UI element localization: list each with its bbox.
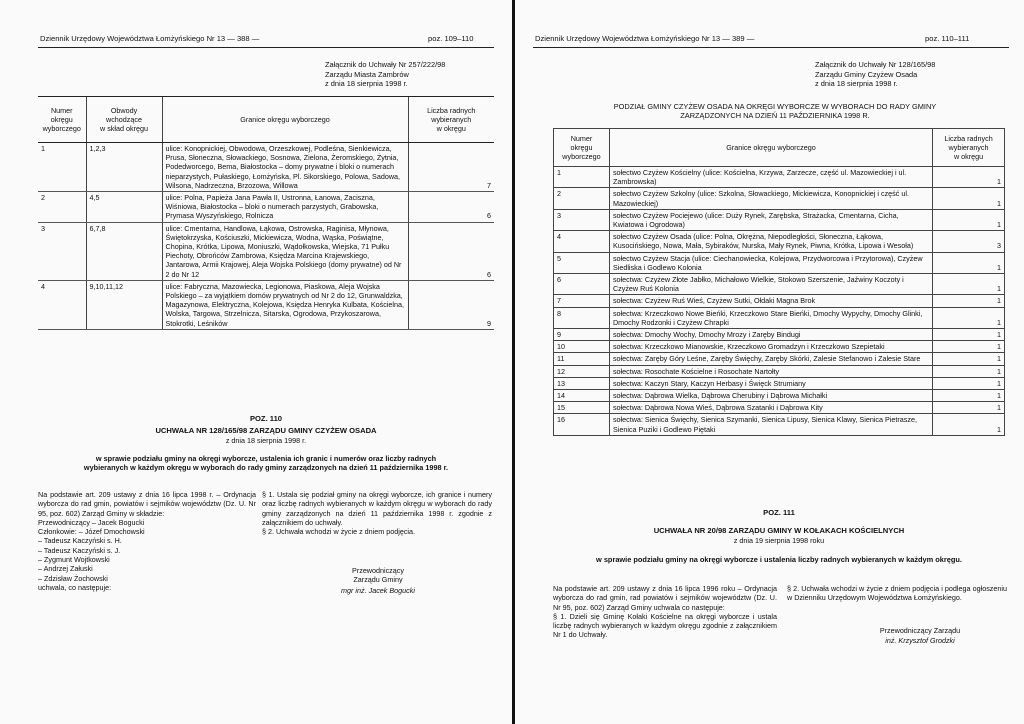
right-page [515, 0, 1024, 724]
right-attachment-note: Załącznik do Uchwały Nr 128/165/98 Zarządu Gminy Czyżew Osada z dnia 18 sierpnia 1998 r. [815, 60, 936, 89]
left-poz-title: POZ. 110 [249, 414, 283, 423]
table-row [38, 192, 494, 223]
left-resolution-subject: w sprawie podziału gminy na okręgi wyborcze, ustalenia ich granic i numerów oraz liczby radnych wybieranych w każdym okręgu w wyborach do rady gminy zarządzonych na dzień 11 października 1998 r. [83, 454, 449, 473]
district-number: 12 [554, 365, 610, 377]
left-header-journal: Dziennik Urzędowy Województwa Łomżyńskiego Nr 13 — 388 — [40, 34, 260, 43]
district-seats: 1 [933, 188, 1005, 209]
district-seats: 3 [933, 231, 1005, 252]
right-district-table [553, 128, 1005, 436]
district-number: 6 [554, 274, 610, 295]
right-resolution-subject: w sprawie podziału gminy na okręgi wyborcze i ustalenia liczby radnych wybieranych w każdym okręgu. [596, 555, 962, 564]
district-borders: sołectwo Czyżew Szkolny (ulice: Szkolna, Słowackiego, Mickiewicza, Konopnickiej i część ul. Mazowieckiej) [609, 188, 932, 209]
district-borders: sołectwo Czyżew Pociejewo (ulice: Duży Rynek, Zarębska, Strażacka, Cmentarna, Cicha, Kwiatowa i Ogrodowa) [609, 209, 932, 230]
left-header-rule [38, 47, 494, 48]
district-number: 9 [554, 329, 610, 341]
table-row [554, 231, 1005, 252]
left-col-header-obwody: Obwody wchodzące w skład okręgu [86, 97, 162, 143]
district-seats: 9 [408, 280, 494, 329]
district-seats: 7 [408, 143, 494, 192]
district-borders: sołectwa: Dmochy Wochy, Dmochy Mrozy i Zaręby Bindugi [609, 329, 932, 341]
district-borders: sołectwa: Czyżew Złote Jabłko, Michałowo Wielkie, Stokowo Szerszenie, Jaźwiny Koczoty i Czyżew Ruś Kolonia [609, 274, 932, 295]
district-number: 3 [554, 209, 610, 230]
district-seats: 1 [933, 341, 1005, 353]
district-seats: 1 [933, 209, 1005, 230]
district-seats: 1 [933, 307, 1005, 328]
left-attachment-note: Załącznik do Uchwały Nr 257/222/98 Zarządu Miasta Zambrów z dnia 18 sierpnia 1998 r. [325, 60, 446, 89]
district-borders: sołectwa: Rosochate Kościelne i Rosochate Nartołty [609, 365, 932, 377]
district-number: 5 [554, 252, 610, 273]
right-resolution-title: UCHWAŁA NR 20/98 ZARZĄDU GMINY W KOŁAKACH KOŚCIELNYCH [653, 526, 905, 535]
district-number: 8 [554, 307, 610, 328]
right-header-journal: Dziennik Urzędowy Województwa Łomżyńskiego Nr 13 — 389 — [535, 34, 755, 43]
table-row [554, 353, 1005, 365]
district-seats: 1 [933, 167, 1005, 188]
right-resolution-paragraphs: § 2. Uchwała wchodzi w życie z dniem podjęcia i podlega ogłoszeniu w Dzienniku Urzędowym Województwa Łomżyńskiego. [787, 584, 1007, 603]
right-col-header-number: Numer okręgu wyborczego [554, 129, 610, 167]
district-number: 13 [554, 377, 610, 389]
table-row [554, 307, 1005, 328]
table-row [554, 274, 1005, 295]
left-col-header-borders: Granice okręgu wyborczego [162, 97, 408, 143]
right-division-title: PODZIAŁ GMINY CZYŻEW OSADA NA OKRĘGI WYBORCZE W WYBORACH DO RADY GMINY ZARZĄDZONYCH NA DZIEŃ 11 PAŹDZIERNIKA 1998 R. [613, 102, 937, 121]
right-table-header-row [554, 129, 1005, 167]
district-number: 4 [38, 280, 86, 329]
district-number: 15 [554, 402, 610, 414]
right-col-header-seats: Liczba radnych wybieranych w okręgu [933, 129, 1005, 167]
right-header-position: poz. 110–111 [925, 34, 970, 43]
district-borders: ulice: Polna, Papieża Jana Pawła II, Ustronna, Łanowa, Zaciszna, Wiśniowa, Białostocka – bloki o numerach parzystych, Grabowska, Prymasa Wyszyńskiego, Rolnicza [162, 192, 408, 223]
district-number: 11 [554, 353, 610, 365]
left-col-header-seats: Liczba radnych wybieranych w okręgu [408, 97, 494, 143]
district-seats: 1 [933, 252, 1005, 273]
district-seats: 1 [933, 365, 1005, 377]
district-number: 7 [554, 295, 610, 307]
district-number: 2 [554, 188, 610, 209]
district-obwody: 1,2,3 [86, 143, 162, 192]
table-row [554, 252, 1005, 273]
district-seats: 1 [933, 353, 1005, 365]
district-borders: sołectwo Czyżew Osada (ulice: Polna, Okrężna, Niepodległości, Słoneczna, Łąkowa, Kusocińskiego, Nowa, Mała, Sybiraków, Nurska, Mały Rynek, Piwna, Krótka, Lipowa i Wesoła) [609, 231, 932, 252]
district-seats: 6 [408, 222, 494, 280]
district-borders: sołectwo Czyżew Stacja (ulice: Ciechanowiecka, Kolejowa, Przydworcowa i Przytorowa), Czyżew Siedliska i Godlewo Kolonia [609, 252, 932, 273]
table-row [554, 188, 1005, 209]
district-seats: 1 [933, 390, 1005, 402]
right-signature-role: Przewodniczący Zarządu [879, 626, 961, 635]
district-seats: 1 [933, 402, 1005, 414]
left-resolution-paragraphs: § 1. Ustala się podział gminy na okręgi wyborcze, ich granice i numery oraz liczbę radnych wybieranych w każdym okręgu w wyborach do rady gminy zarządzonych na dzień 11 października 1998 r. zgodnie z załącznikiem do uchwały. § 2. Uchwała wchodzi w życie z dniem podjęcia. [262, 490, 492, 537]
left-col-header-number: Numer okręgu wyborczego [38, 97, 86, 143]
district-seats: 1 [933, 414, 1005, 435]
left-table-header-row [38, 97, 494, 143]
table-row [554, 402, 1005, 414]
district-number: 1 [38, 143, 86, 192]
right-resolution-date: z dnia 19 sierpnia 1998 roku [733, 536, 825, 545]
district-seats: 1 [933, 377, 1005, 389]
left-signature-role: Przewodniczący Zarządu Gminy [352, 566, 404, 585]
district-borders: ulice: Konopnickiej, Obwodowa, Orzeszkowej, Podleśna, Sienkiewicza, Prusa, Słoneczna, Słowackiego, Sosnowa, Zielona, Żeromskiego, Żytnia, Podedworcego, Bema, Białostocka – domy prywatne i bloki o numerach nieparzystych, Pułaskiego, Łomżyńska, Pl. Sikorskiego, Polowa, Sadowa, Wilsona, Nadrzeczna, Brzozowa, Willowa [162, 143, 408, 192]
district-obwody: 9,10,11,12 [86, 280, 162, 329]
district-number: 1 [554, 167, 610, 188]
table-row [554, 209, 1005, 230]
left-header-position: poz. 109–110 [428, 34, 474, 43]
district-number: 4 [554, 231, 610, 252]
district-seats: 6 [408, 192, 494, 223]
district-seats: 1 [933, 329, 1005, 341]
district-borders: sołectwa: Sienica Święchy, Sienica Szymanki, Sienica Lipusy, Sienica Klawy, Sienica Pietrasze, Sienica Puziki i Godlewo Piętaki [609, 414, 932, 435]
district-number: 10 [554, 341, 610, 353]
left-district-table [38, 96, 494, 330]
district-obwody: 6,7,8 [86, 222, 162, 280]
table-row [38, 280, 494, 329]
district-number: 16 [554, 414, 610, 435]
district-seats: 1 [933, 274, 1005, 295]
left-resolution-title: UCHWAŁA NR 128/165/98 ZARZĄDU GMINY CZYŻEW OSADA [155, 426, 377, 435]
district-borders: sołectwa: Krzeczkowo Nowe Bieńki, Krzeczkowo Stare Bieńki, Dmochy Wypychy, Dmochy Glinki, Dmochy Rodzonki i Czyżew Chrapki [609, 307, 932, 328]
district-borders: sołectwa: Zaręby Góry Leśne, Zaręby Święchy, Zaręby Skórki, Zalesie Stefanowo i Zalesie Stare [609, 353, 932, 365]
right-col-header-borders: Granice okręgu wyborczego [609, 129, 932, 167]
left-resolution-basis: Na podstawie art. 209 ustawy z dnia 16 lipca 1998 r. – Ordynacja wyborcza do rad gmin, powiatów i sejmików województw (Dz. U. Nr 95, poz. 602) Zarząd Gminy w składzie: Przewodniczący – Jacek Bogucki Członkowie: – Józef Dmochowski – Tadeusz Kaczyński s. H. – Tadeusz Kaczyński s. J. – Zygmunt Wojtkowski – Andrzej Załuski – Zdzisław Żochowski uchwala, co następuje: [38, 490, 256, 592]
right-signature-name: inż. Krzysztof Grodzki [885, 636, 955, 645]
district-number: 14 [554, 390, 610, 402]
left-signature-name: mgr inż. Jacek Bogucki [341, 586, 415, 595]
table-row [554, 414, 1005, 435]
district-borders: sołectwa: Czyżew Ruś Wieś, Czyżew Sutki, Ołdaki Magna Brok [609, 295, 932, 307]
table-row [38, 143, 494, 192]
district-borders: sołectwa: Krzeczkowo Mianowskie, Krzeczkowo Gromadzyn i Krzeczkowo Szepietaki [609, 341, 932, 353]
district-borders: sołectwa: Dąbrowa Wielka, Dąbrowa Cherubiny i Dąbrowa Michałki [609, 390, 932, 402]
table-row [554, 341, 1005, 353]
table-row [554, 329, 1005, 341]
district-number: 2 [38, 192, 86, 223]
district-borders: sołectwa: Kaczyn Stary, Kaczyn Herbasy i Święck Strumiany [609, 377, 932, 389]
left-resolution-date: z dnia 18 sierpnia 1998 r. [225, 436, 307, 445]
right-resolution-basis: Na podstawie art. 209 ustawy z dnia 16 lipca 1996 roku – Ordynacja wyborcza do rad gmin, rad powiatów i sejmików województw (Dz. U. Nr 95, poz. 602) Zarząd Gminy uchwala co następuje: § 1. Dzieli się Gminę Kołaki Kościelne na okręgi wyborcze i ustala liczbę radnych wybieranych w każdym okręgu zgodnie z załącznikiem Nr 1 do Uchwały. [553, 584, 777, 640]
table-row [554, 295, 1005, 307]
table-row [554, 167, 1005, 188]
district-borders: ulice: Fabryczna, Mazowiecka, Legionowa, Piaskowa, Aleja Wojska Polskiego – za wyjątkiem domów prywatnych od Nr 2 do 12, Grunwaldzka, Magazynowa, Elektryczna, Kolejowa, Księdza Henryka Kulbata, Kościelna, Wolska, Targowa, Strzelnicza, Sitarska, Ogrodowa, Przykoszarowa, Stokrotki, Leśników [162, 280, 408, 329]
table-row [554, 390, 1005, 402]
district-borders: sołectwa: Dąbrowa Nowa Wieś, Dąbrowa Szatanki i Dąbrowa Kity [609, 402, 932, 414]
table-row [38, 222, 494, 280]
table-row [554, 365, 1005, 377]
district-borders: sołectwo Czyżew Kościelny (ulice: Kościelna, Krzywa, Zarzecze, część ul. Mazowieckiej i ul. Zambrowska) [609, 167, 932, 188]
district-obwody: 4,5 [86, 192, 162, 223]
right-poz-title: POZ. 111 [763, 508, 795, 517]
table-row [554, 377, 1005, 389]
district-number: 3 [38, 222, 86, 280]
district-borders: ulice: Cmentarna, Handlowa, Łąkowa, Ostrowska, Raginisa, Młynowa, Świętokrzyska, Kościuszki, Mickiewicza, Wodna, Wąska, Poświątne, Chopina, Krótka, Lipowa, Moniuszki, Wądołkowska, Wiejska, 71 Pułku Piechoty, Obrońców Zambrowa, Księdza Marcina Krajewskiego, Jantarowa, Armii Krajowej, Aleja Wojska Polskiego (domy prywatne) od Nr 2 do Nr 12 [162, 222, 408, 280]
district-seats: 1 [933, 295, 1005, 307]
right-header-rule [533, 47, 1009, 48]
